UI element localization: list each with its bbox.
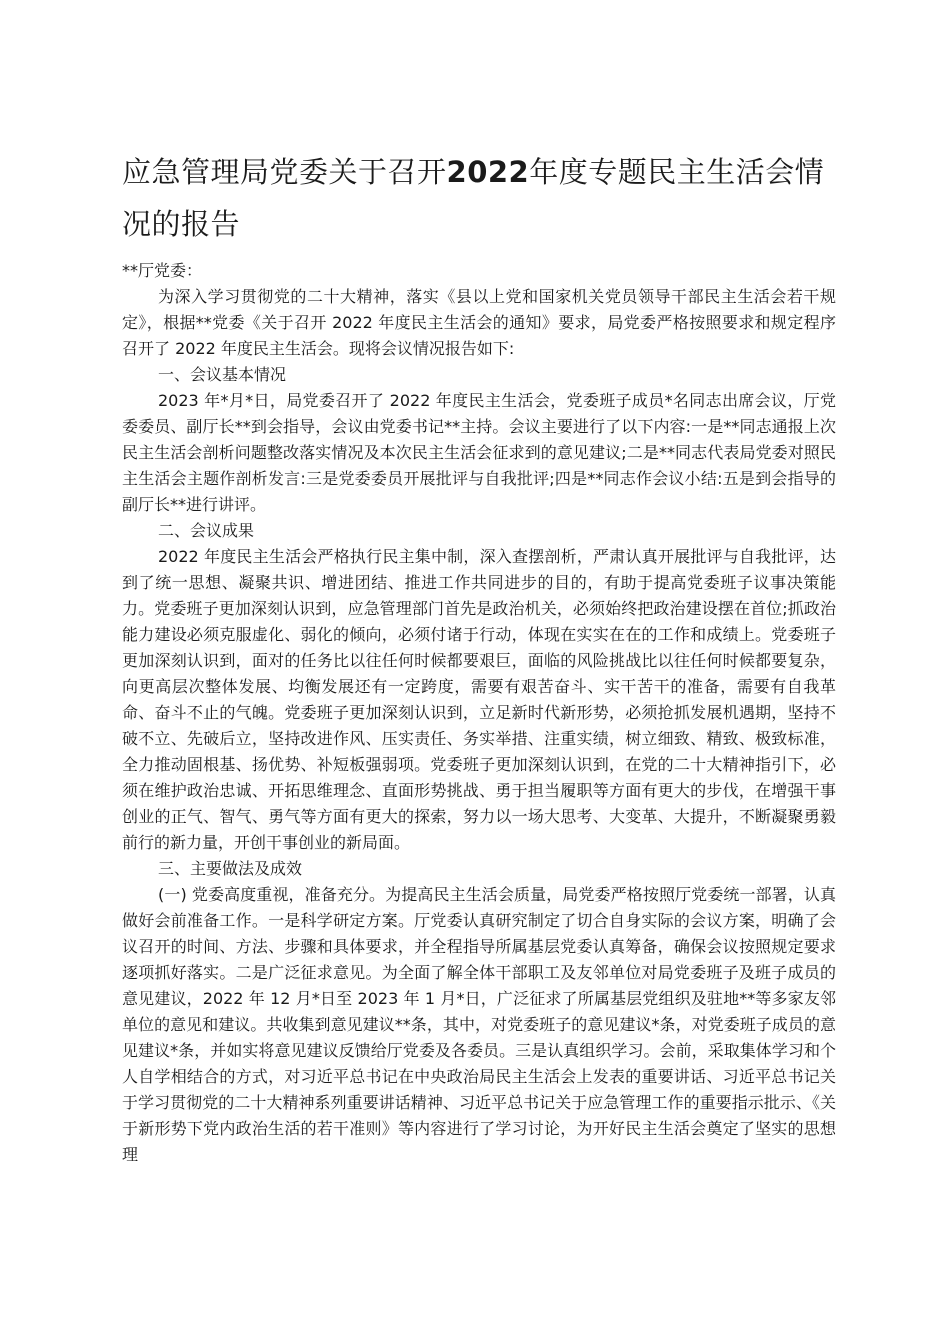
section2-heading: 二、会议成果 — [158, 521, 255, 540]
section1-paragraph: 2023 年*月*日，局党委召开了 2022 年度民主生活会，党委班子成员*名同志出席会议，厅党委委员、副厅长**到会指导，会议由党委书记**主持。会议主要进行了以下内容:一是**同志通报上次民主生活会剖析问题整改落实情况及本次民主生活会征求到的意见建议;二是**同志代表局党委对照民主生活会主题作剖析发言:三是党委委员开展批评与自我批评;四是**同志作会议小结:五是到会指导的副厅长**进行讲评。 — [122, 391, 836, 514]
title-part2: 年度专题民主生活会情况的报告 — [122, 155, 825, 241]
document-body — [122, 258, 836, 1168]
section3-heading: 三、主要做法及成效 — [158, 859, 303, 878]
intro-paragraph: 为深入学习贯彻党的二十大精神，落实《县以上党和国家机关党员领导干部民主生活会若干规定》，根据**党委《关于召开 2022 年度民主生活会的通知》要求，局党委严格按照要求和规定程序召开了 2022 年度民主生活会。现将会议情况报告如下: — [122, 287, 836, 358]
section2-paragraph: 2022 年度民主生活会严格执行民主集中制，深入查摆剖析，严肃认真开展批评与自我批评，达到了统一思想、凝聚共识、增进团结、推进工作共同进步的目的，有助于提高党委班子议事决策能力。党委班子更加深刻认识到，应急管理部门首先是政治机关，必须始终把政治建设摆在首位;抓政治能力建设必须克服虚化、弱化的倾向，必须付诸于行动，体现在实实在在的工作和成绩上。党委班子更加深刻认识到，面对的任务比以往任何时候都要艰巨，面临的风险挑战比以往任何时候都要复杂，向更高层次整体发展、均衡发展还有一定跨度，需要有艰苦奋斗、实干苦干的准备，需要有自我革命、奋斗不止的气魄。党委班子更加深刻认识到，立足新时代新形势，必须抢抓发展机遇期，坚持不破不立、先破后立，坚持改进作风、压实责任、务实举措、注重实绩，树立细致、精致、极致标准，全力推动固根基、扬优势、补短板强弱项。党委班子更加深刻认识到，在党的二十大精神指引下，必须在维护政治忠诚、开拓思维理念、直面形势挑战、勇于担当履职等方面有更大的步伐，在增强干事创业的正气、智气、勇气等方面有更大的探索，努力以一场大思考、大变革、大提升，不断凝聚勇毅前行的新力量，开创干事创业的新局面。 — [122, 547, 836, 852]
title-year: 2022 — [446, 155, 530, 189]
salutation: **厅党委： — [122, 261, 203, 280]
document-title — [122, 146, 832, 250]
section3-paragraph: (一) 党委高度重视，准备充分。为提高民主生活会质量，局党委严格按照厅党委统一部署，认真做好会前准备工作。一是科学研定方案。厅党委认真研究制定了切合自身实际的会议方案，明确了会议召开的时间、方法、步骤和具体要求，并全程指导所属基层党委认真筹备，确保会议按照规定要求逐项抓好落实。二是广泛征求意见。为全面了解全体干部职工及友邻单位对局党委班子及班子成员的意见建议，2022 年 12 月*日至 2023 年 1 月*日，广泛征求了所属基层党组织及驻地**等多家友邻单位的意见和建议。共收集到意见建议**条，其中，对党委班子的意见建议*条，对党委班子成员的意见建议*条，并如实将意见建议反馈给厅党委及各委员。三是认真组织学习。会前，采取集体学习和个人自学相结合的方式，对习近平总书记在中央政治局民主生活会上发表的重要讲话、习近平总书记关于学习贯彻党的二十大精神系列重要讲话精神、习近平总书记关于应急管理工作的重要指示批示、《关于新形势下党内政治生活的若干准则》等内容进行了学习讨论，为开好民主生活会奠定了坚实的思想理 — [122, 885, 836, 1164]
section1-heading: 一、会议基本情况 — [158, 365, 287, 384]
title-part1: 应急管理局党委关于召开 — [122, 155, 447, 189]
